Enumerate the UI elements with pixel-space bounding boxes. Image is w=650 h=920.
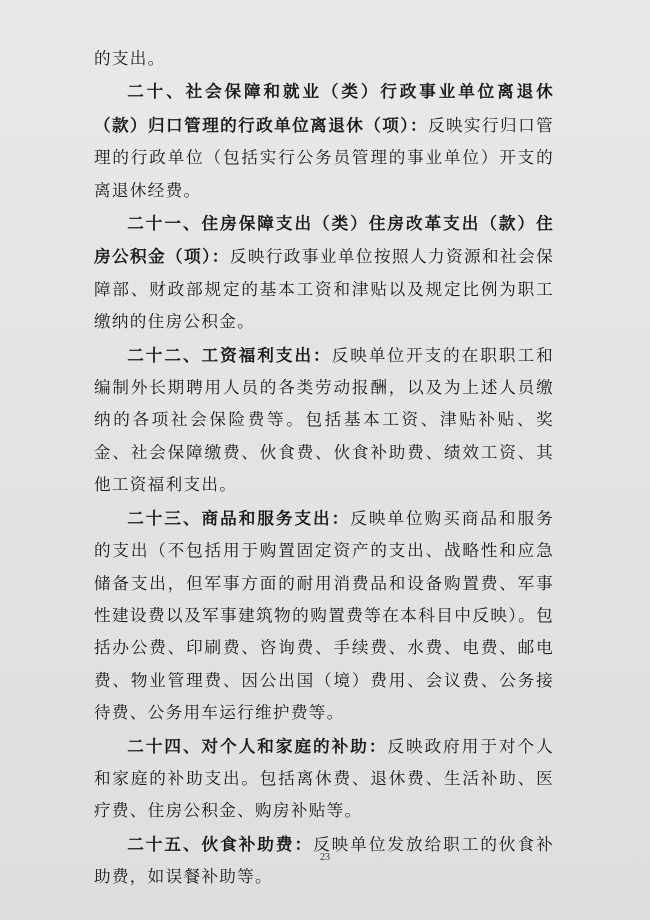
section-25-body: 反映单位发放给职工的伙食补助费，如误餐补助等。 xyxy=(94,834,554,887)
section-24-body: 反映政府用于对个人和家庭的补助支出。包括离休费、退休费、生活补助、医疗费、住房公积金、购房补贴等。 xyxy=(94,736,554,821)
section-24-heading: 二十四、对个人和家庭的补助： xyxy=(127,735,388,756)
continuation-text: 的支出。 xyxy=(94,49,166,68)
section-21-paragraph xyxy=(94,207,554,339)
section-23-body: 反映单位购买商品和服务的支出（不包括用于购置固定资产的支出、战略性和应急储备支出，但军事方面的耐用消费品和设备购置费、军事性建设费以及军事建筑物的购置费等在本科目中反映）。包括办公费、印刷费、咨询费、手续费、水费、电费、邮电费、物业管理费、因公出国（境）费用、会议费、公务接待费、公务用车运行维护费等。 xyxy=(94,508,554,723)
section-21-body: 反映行政事业单位按照人力资源和社会保障部、财政部规定的基本工资和津贴以及规定比例为职工缴纳的住房公积金。 xyxy=(94,247,554,332)
page-number: 23 xyxy=(320,852,330,863)
continuation-paragraph xyxy=(94,43,554,75)
section-20-heading: 二十、社会保障和就业（类）行政事业单位离退休（款）归口管理的行政单位离退休（项）： xyxy=(94,81,554,135)
section-23-paragraph xyxy=(94,502,554,730)
document-body xyxy=(94,43,554,894)
section-20-paragraph xyxy=(94,75,554,207)
section-20-body: 反映实行归口管理的行政单位（包括实行公务员管理的事业单位）开支的离退休经费。 xyxy=(94,115,554,200)
section-22-body: 反映单位开支的在职职工和编制外长期聘用人员的各类劳动报酬，以及为上述人员缴纳的各项社会保险费等。包括基本工资、津贴补贴、奖金、社会保障缴费、伙食费、伙食补助费、绩效工资、其他工资福利支出。 xyxy=(94,345,554,495)
section-21-heading: 二十一、住房保障支出（类）住房改革支出（款）住房公积金（项）： xyxy=(94,213,554,267)
section-25-heading: 二十五、伙食补助费： xyxy=(127,833,314,854)
section-24-paragraph xyxy=(94,730,554,828)
section-22-heading: 二十二、工资福利支出： xyxy=(127,344,332,365)
section-22-paragraph xyxy=(94,339,554,502)
section-23-heading: 二十三、商品和服务支出： xyxy=(127,507,351,528)
